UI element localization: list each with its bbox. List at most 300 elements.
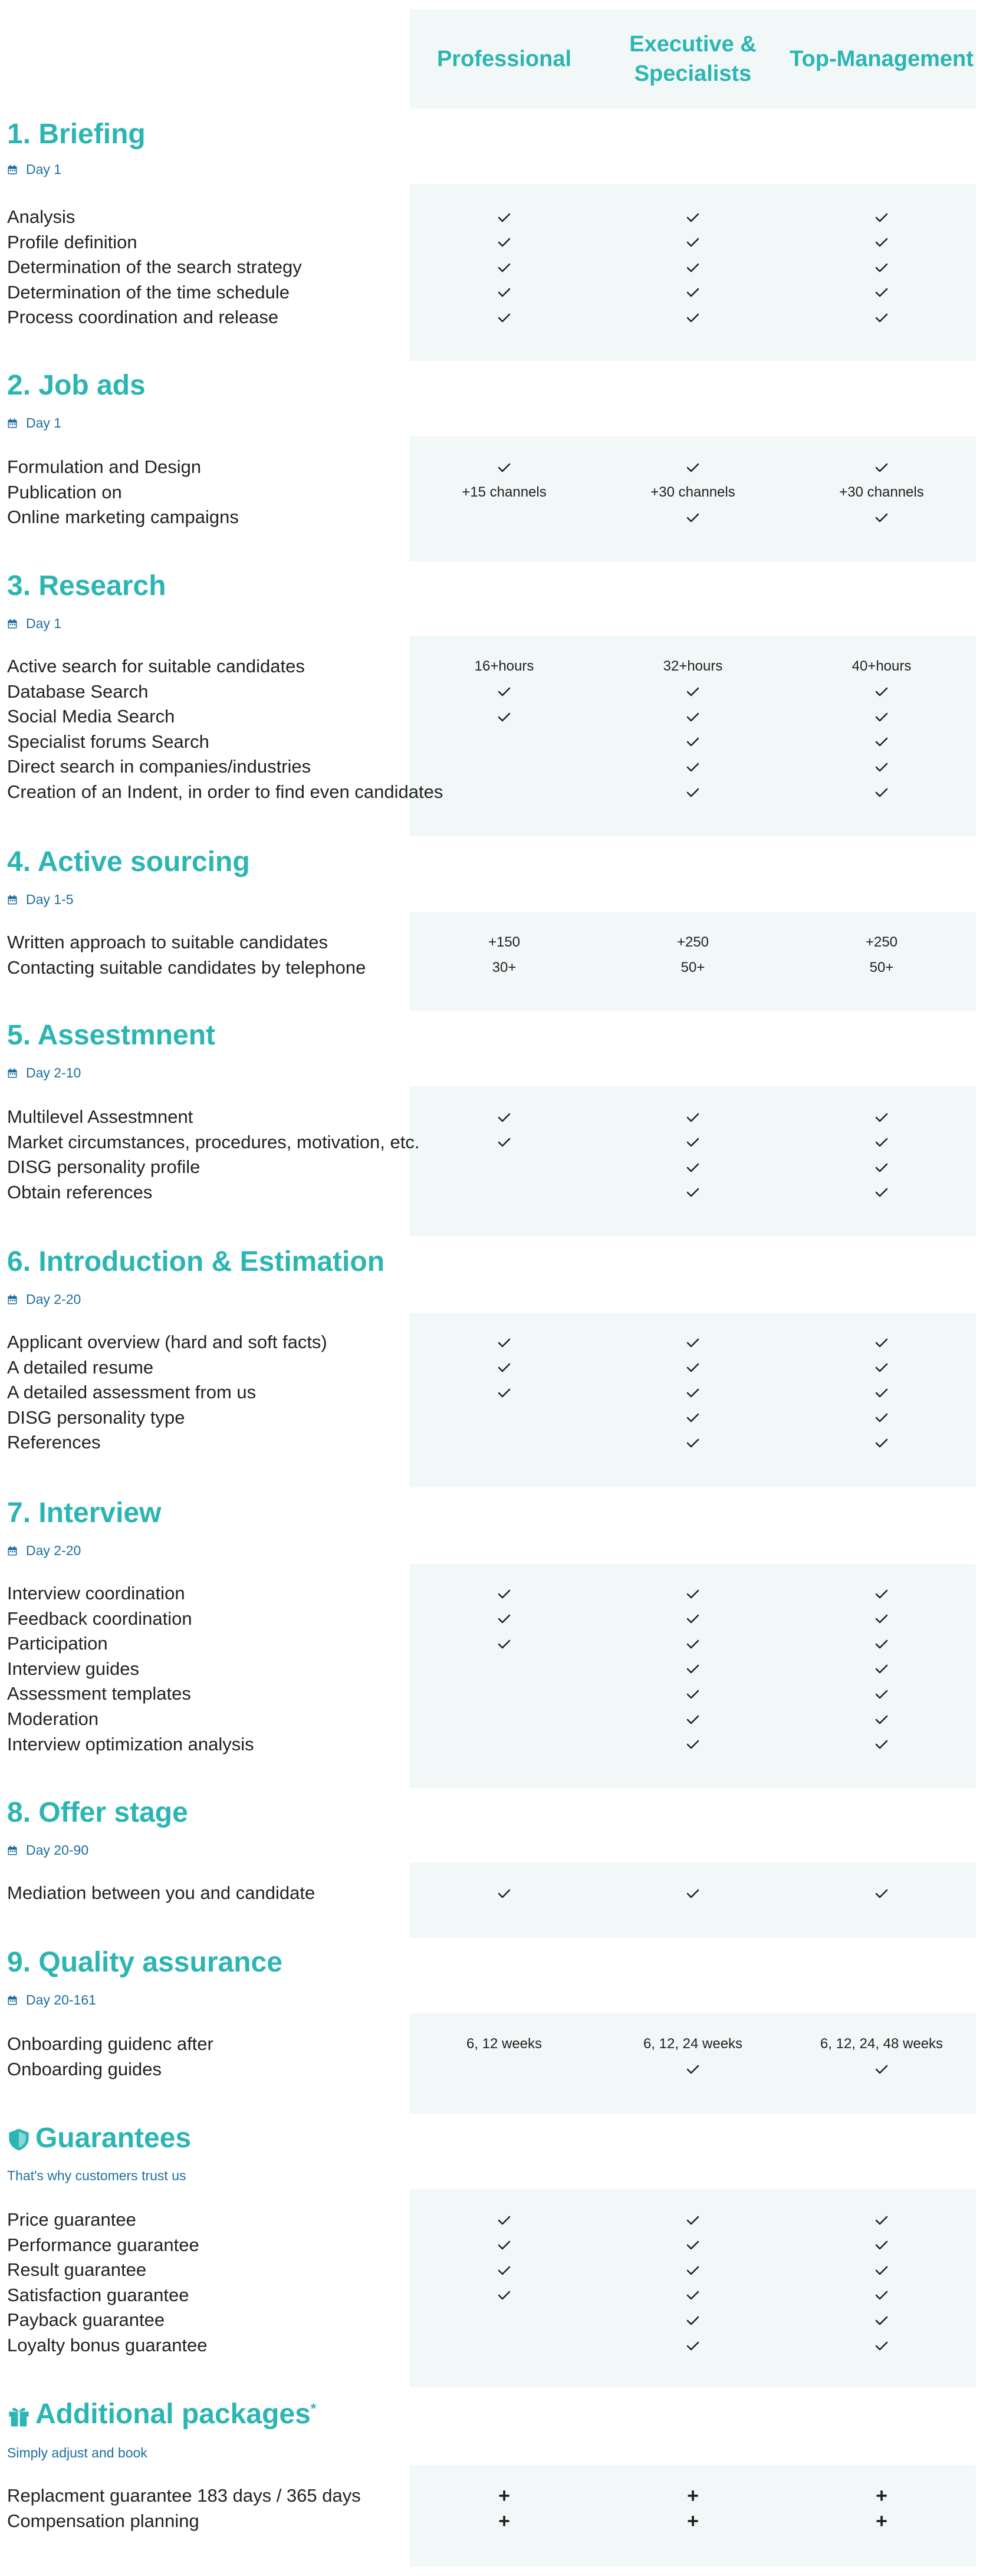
check-icon bbox=[686, 737, 699, 747]
check-icon bbox=[875, 2215, 888, 2226]
feature-cell bbox=[787, 2509, 976, 2535]
feature-cell bbox=[410, 281, 599, 304]
feature-cell bbox=[410, 2032, 599, 2056]
check-icon bbox=[686, 2290, 699, 2301]
row-label: Mediation between you and candidate bbox=[7, 1882, 315, 1903]
feature-cell bbox=[410, 1356, 599, 1379]
check-icon bbox=[875, 462, 888, 473]
row-label: A detailed resume bbox=[7, 1356, 154, 1378]
section-title bbox=[7, 1497, 161, 1529]
section-title-text: Guarantees bbox=[35, 2122, 192, 2154]
feature-cell bbox=[410, 2509, 599, 2535]
check-icon bbox=[875, 1362, 888, 1373]
row-label: Price guarantee bbox=[7, 2209, 136, 2230]
feature-cell bbox=[599, 1381, 787, 1404]
check-icon bbox=[498, 2215, 511, 2226]
check-icon bbox=[686, 2341, 699, 2351]
check-icon bbox=[875, 262, 888, 273]
section-subtitle-text: Day 1 bbox=[26, 415, 62, 431]
check-icon bbox=[686, 712, 699, 722]
feature-cell bbox=[410, 455, 599, 479]
check-icon bbox=[875, 2240, 888, 2250]
feature-cell bbox=[787, 2283, 976, 2307]
feature-cell bbox=[787, 2058, 976, 2081]
check-icon bbox=[686, 1664, 699, 1674]
plus-icon: + bbox=[876, 2509, 887, 2532]
check-icon bbox=[875, 313, 888, 323]
feature-cell bbox=[787, 1131, 976, 1154]
check-icon bbox=[875, 1639, 888, 1650]
section-title bbox=[7, 1019, 215, 1052]
feature-cell bbox=[787, 1105, 976, 1129]
calendar-icon bbox=[7, 1294, 18, 1305]
calendar-icon bbox=[7, 619, 18, 629]
check-icon bbox=[875, 1614, 888, 1624]
row-label: Database Search bbox=[7, 681, 149, 702]
section-title bbox=[7, 570, 166, 602]
row-label: Assessment templates bbox=[7, 1683, 191, 1704]
feature-cell bbox=[787, 2258, 976, 2282]
feature-cell bbox=[599, 2308, 787, 2332]
section-title-text: 7. Interview bbox=[7, 1497, 162, 1529]
feature-cell bbox=[410, 2233, 599, 2257]
check-icon bbox=[875, 512, 888, 523]
check-icon bbox=[875, 1412, 888, 1423]
feature-cell bbox=[410, 1881, 599, 1905]
check-icon bbox=[498, 262, 511, 273]
row-label: Process coordination and release bbox=[7, 307, 279, 328]
check-icon bbox=[875, 712, 888, 722]
check-icon bbox=[875, 762, 888, 773]
check-icon bbox=[686, 1112, 699, 1123]
feature-cell bbox=[787, 1607, 976, 1631]
feature-cell bbox=[599, 505, 787, 529]
section-subtitle-text: Day 2-10 bbox=[26, 1065, 81, 1080]
row-label: Onboarding guidenc after bbox=[7, 2033, 213, 2054]
check-icon bbox=[498, 712, 511, 722]
feature-cell bbox=[410, 655, 599, 678]
section-title bbox=[7, 118, 146, 150]
feature-cell bbox=[599, 1682, 787, 1706]
feature-cell bbox=[787, 231, 976, 254]
section-title-text: Additional packages bbox=[35, 2398, 311, 2430]
feature-cell bbox=[787, 1431, 976, 1454]
feature-cell bbox=[599, 680, 787, 704]
check-icon bbox=[686, 462, 699, 473]
plus-icon: + bbox=[498, 2509, 510, 2532]
row-label: Satisfaction guarantee bbox=[7, 2284, 189, 2305]
check-icon bbox=[498, 1888, 511, 1899]
feature-cell bbox=[787, 755, 976, 778]
cell-value: 30+ bbox=[492, 959, 517, 975]
check-icon bbox=[875, 2315, 888, 2326]
feature-cell bbox=[599, 2258, 787, 2282]
row-label: Online marketing campaigns bbox=[7, 507, 239, 528]
row-label: Publication on bbox=[7, 481, 122, 502]
section-subtitle bbox=[7, 1292, 81, 1307]
feature-cell bbox=[787, 2233, 976, 2257]
plus-icon: + bbox=[687, 2485, 699, 2507]
section-title-text: 1. Briefing bbox=[7, 119, 146, 150]
check-icon bbox=[875, 686, 888, 697]
feature-cell bbox=[599, 1657, 787, 1681]
calendar-icon bbox=[7, 165, 18, 175]
check-icon bbox=[686, 1888, 699, 1899]
feature-cell bbox=[599, 2032, 787, 2056]
feature-cell bbox=[787, 281, 976, 304]
feature-cell bbox=[599, 1881, 787, 1905]
section-subtitle bbox=[7, 892, 74, 908]
row-label: Feedback coordination bbox=[7, 1608, 192, 1629]
row-label: Direct search in companies/industries bbox=[7, 756, 311, 777]
check-icon bbox=[686, 1412, 699, 1423]
row-label: Participation bbox=[7, 1633, 108, 1654]
feature-cell bbox=[599, 1155, 787, 1179]
row-label: Active search for suitable candidates bbox=[7, 656, 305, 676]
cell-value: +150 bbox=[488, 934, 521, 950]
section-subtitle bbox=[7, 2168, 186, 2184]
check-icon bbox=[686, 2240, 699, 2250]
check-icon bbox=[686, 1162, 699, 1173]
feature-cell bbox=[787, 1155, 976, 1179]
feature-cell bbox=[787, 455, 976, 479]
feature-cell bbox=[787, 205, 976, 229]
feature-cell bbox=[787, 255, 976, 279]
section-subtitle bbox=[7, 616, 61, 632]
feature-cell bbox=[599, 305, 787, 329]
feature-cell bbox=[599, 1330, 787, 1354]
cell-value: 50+ bbox=[869, 959, 894, 975]
check-icon bbox=[498, 1112, 511, 1123]
row-label: Compensation planning bbox=[7, 2510, 199, 2531]
row-label: Creation of an Indent, in order to find even candidates bbox=[7, 781, 443, 802]
feature-cell bbox=[599, 481, 787, 504]
section-subtitle bbox=[7, 1992, 96, 2008]
feature-cell bbox=[410, 205, 599, 229]
section-title bbox=[7, 1946, 282, 1979]
calendar-icon bbox=[7, 418, 18, 429]
section-title-text: 2. Job ads bbox=[7, 370, 146, 401]
row-label: Loyalty bonus guarantee bbox=[7, 2335, 208, 2355]
check-icon bbox=[875, 1714, 888, 1725]
section-subtitle bbox=[7, 1543, 81, 1559]
check-icon bbox=[875, 1739, 888, 1750]
section-subtitle-text: Day 20-161 bbox=[26, 1992, 96, 2007]
section-subtitle-text: Simply adjust and book bbox=[7, 2445, 147, 2460]
section-title-text: 8. Offer stage bbox=[7, 1797, 188, 1828]
check-icon bbox=[875, 1187, 888, 1198]
check-icon bbox=[875, 1162, 888, 1173]
check-icon bbox=[498, 462, 511, 473]
feature-cell bbox=[787, 780, 976, 804]
check-icon bbox=[686, 787, 699, 798]
row-label: Obtain references bbox=[7, 1181, 153, 1202]
plus-icon: + bbox=[498, 2485, 510, 2507]
feature-cell bbox=[599, 956, 787, 980]
calendar-icon bbox=[7, 1546, 18, 1556]
check-icon bbox=[498, 1614, 511, 1624]
feature-cell bbox=[410, 1582, 599, 1605]
check-icon bbox=[875, 1137, 888, 1148]
cell-value: +30 channels bbox=[650, 484, 735, 500]
row-label: Formulation and Design bbox=[7, 456, 202, 477]
plus-icon: + bbox=[876, 2485, 887, 2507]
feature-cell bbox=[599, 1105, 787, 1129]
feature-cell bbox=[410, 255, 599, 279]
column-header-label: Professional bbox=[436, 47, 572, 71]
feature-cell bbox=[599, 1582, 787, 1605]
row-label: Payback guarantee bbox=[7, 2309, 165, 2331]
row-label: Market circumstances, procedures, motivation, etc. bbox=[7, 1131, 420, 1152]
check-icon bbox=[498, 313, 511, 323]
cell-value: 6, 12, 24, 48 weeks bbox=[820, 2036, 943, 2052]
feature-cell bbox=[410, 1131, 599, 1154]
check-icon bbox=[686, 262, 699, 273]
feature-cell bbox=[410, 1330, 599, 1354]
feature-cell bbox=[787, 1707, 976, 1731]
feature-cell bbox=[787, 1181, 976, 1204]
cell-value: 50+ bbox=[680, 959, 705, 975]
check-icon bbox=[498, 212, 511, 223]
row-label: Determination of the time schedule bbox=[7, 281, 290, 303]
section-subtitle bbox=[7, 1842, 88, 1858]
check-icon bbox=[498, 1137, 511, 1148]
check-icon bbox=[686, 1589, 699, 1599]
cell-value: 16+hours bbox=[474, 658, 534, 674]
column-header-label: Executive & Specialists bbox=[629, 32, 757, 86]
feature-cell bbox=[787, 931, 976, 954]
check-icon bbox=[686, 1362, 699, 1373]
feature-cell bbox=[599, 2334, 787, 2357]
cell-value: 6, 12 weeks bbox=[466, 2036, 543, 2052]
feature-cell bbox=[599, 1406, 787, 1430]
feature-cell bbox=[410, 1607, 599, 1631]
feature-cell bbox=[599, 255, 787, 279]
section-subtitle-text: That's why customers trust us bbox=[7, 2168, 186, 2183]
calendar-icon bbox=[7, 1068, 18, 1079]
section-subtitle-text: Day 1-5 bbox=[26, 892, 74, 907]
check-icon bbox=[686, 1639, 699, 1650]
check-icon bbox=[875, 1888, 888, 1899]
check-icon bbox=[498, 1338, 511, 1348]
feature-cell bbox=[599, 1431, 787, 1454]
row-label: Written approach to suitable candidates bbox=[7, 932, 328, 952]
row-label: Replacment guarantee 183 days / 365 days bbox=[7, 2485, 361, 2506]
section-title bbox=[7, 1246, 384, 1278]
feature-cell bbox=[410, 1632, 599, 1655]
cell-value: +250 bbox=[676, 934, 709, 950]
feature-cell bbox=[787, 1582, 976, 1605]
check-icon bbox=[875, 2064, 888, 2075]
feature-cell bbox=[599, 1733, 787, 1756]
section-subtitle-text: Day 20-90 bbox=[26, 1842, 89, 1858]
feature-cell bbox=[599, 1707, 787, 1731]
plus-icon: + bbox=[687, 2509, 699, 2532]
feature-cell bbox=[599, 281, 787, 304]
section-title-text: 4. Active sourcing bbox=[7, 846, 250, 878]
feature-cell bbox=[599, 205, 787, 229]
row-label: References bbox=[7, 1432, 101, 1453]
feature-cell bbox=[787, 680, 976, 704]
feature-cell bbox=[787, 956, 976, 980]
calendar-icon bbox=[7, 895, 18, 905]
feature-cell bbox=[599, 1632, 787, 1655]
check-icon bbox=[686, 762, 699, 773]
shield-icon bbox=[7, 2128, 31, 2151]
row-label: Social Media Search bbox=[7, 706, 175, 727]
column-header-1 bbox=[599, 9, 787, 109]
feature-cell bbox=[787, 1682, 976, 1706]
feature-cell bbox=[410, 481, 599, 504]
check-icon bbox=[686, 212, 699, 223]
check-icon bbox=[498, 1362, 511, 1373]
calendar-icon bbox=[7, 1845, 18, 1856]
section-title-text: 3. Research bbox=[7, 570, 166, 602]
feature-cell bbox=[787, 1356, 976, 1379]
feature-cell bbox=[599, 1607, 787, 1631]
check-icon bbox=[498, 2265, 511, 2276]
check-icon bbox=[498, 1388, 511, 1398]
feature-cell bbox=[599, 231, 787, 254]
section-title bbox=[7, 2122, 191, 2154]
feature-cell bbox=[787, 2308, 976, 2332]
cell-value: +30 channels bbox=[839, 484, 924, 500]
check-icon bbox=[875, 2290, 888, 2301]
column-header-label: Top-Management bbox=[790, 47, 974, 71]
check-icon bbox=[875, 287, 888, 298]
check-icon bbox=[686, 1388, 699, 1398]
section-title-text: 6. Introduction & Estimation bbox=[7, 1246, 385, 1277]
check-icon bbox=[875, 2265, 888, 2276]
row-label: DISG personality type bbox=[7, 1407, 185, 1428]
check-icon bbox=[498, 1639, 511, 1650]
section-title bbox=[7, 846, 250, 878]
cell-value: 40+hours bbox=[852, 658, 912, 674]
feature-cell bbox=[599, 1181, 787, 1204]
check-icon bbox=[875, 1664, 888, 1674]
feature-cell bbox=[410, 1381, 599, 1404]
feature-cell bbox=[599, 655, 787, 678]
feature-cell bbox=[787, 705, 976, 728]
check-icon bbox=[875, 1689, 888, 1700]
feature-cell bbox=[787, 655, 976, 678]
feature-cell bbox=[787, 481, 976, 504]
check-icon bbox=[875, 1338, 888, 1348]
feature-cell bbox=[787, 305, 976, 329]
check-icon bbox=[686, 2315, 699, 2326]
row-label: Result guarantee bbox=[7, 2259, 147, 2281]
check-icon bbox=[498, 287, 511, 298]
check-icon bbox=[498, 237, 511, 248]
row-label: Interview coordination bbox=[7, 1583, 185, 1604]
check-icon bbox=[875, 737, 888, 747]
feature-cell bbox=[599, 730, 787, 754]
row-label: Performance guarantee bbox=[7, 2234, 199, 2255]
feature-cell bbox=[787, 1733, 976, 1756]
feature-cell bbox=[787, 1406, 976, 1430]
feature-cell bbox=[787, 2032, 976, 2056]
feature-cell bbox=[599, 705, 787, 728]
check-icon bbox=[686, 1614, 699, 1624]
feature-cell bbox=[787, 730, 976, 754]
column-header-2 bbox=[787, 9, 976, 109]
section-subtitle bbox=[7, 2445, 147, 2461]
feature-cell bbox=[410, 680, 599, 704]
feature-cell bbox=[599, 1356, 787, 1379]
feature-cell bbox=[599, 2058, 787, 2081]
row-label: Moderation bbox=[7, 1708, 99, 1729]
feature-cell bbox=[787, 2484, 976, 2510]
check-icon bbox=[686, 2265, 699, 2276]
feature-cell bbox=[410, 931, 599, 954]
section-title-text: 9. Quality assurance bbox=[7, 1947, 282, 1978]
check-icon bbox=[875, 237, 888, 248]
feature-cell bbox=[599, 755, 787, 778]
check-icon bbox=[498, 2240, 511, 2250]
feature-cell bbox=[787, 2208, 976, 2232]
section-subtitle-text: Day 1 bbox=[26, 162, 62, 177]
feature-cell bbox=[599, 2233, 787, 2257]
row-label: DISG personality profile bbox=[7, 1156, 200, 1178]
feature-cell bbox=[599, 931, 787, 954]
feature-cell bbox=[599, 2509, 787, 2535]
feature-cell bbox=[599, 1131, 787, 1154]
feature-cell bbox=[599, 2283, 787, 2307]
row-label: Interview guides bbox=[7, 1658, 140, 1679]
check-icon bbox=[686, 1187, 699, 1198]
check-icon bbox=[686, 686, 699, 697]
feature-cell bbox=[410, 2208, 599, 2232]
check-icon bbox=[686, 1714, 699, 1725]
check-icon bbox=[498, 2290, 511, 2301]
section-subtitle-text: Day 2-20 bbox=[26, 1292, 81, 1307]
feature-cell bbox=[410, 305, 599, 329]
feature-cell bbox=[410, 2283, 599, 2307]
feature-cell bbox=[787, 1330, 976, 1354]
check-icon bbox=[498, 1589, 511, 1599]
feature-cell bbox=[410, 1105, 599, 1129]
row-label: Analysis bbox=[7, 206, 75, 227]
feature-cell bbox=[787, 1381, 976, 1404]
check-icon bbox=[686, 313, 699, 323]
check-icon bbox=[686, 1137, 699, 1148]
check-icon bbox=[875, 787, 888, 798]
check-icon bbox=[498, 686, 511, 697]
row-label: Contacting suitable candidates by telephone bbox=[7, 957, 366, 978]
section-title-text: 5. Assestmnent bbox=[7, 1020, 216, 1051]
column-header-0 bbox=[410, 9, 599, 109]
column-panel bbox=[410, 2013, 599, 2114]
check-icon bbox=[875, 2341, 888, 2351]
row-label: Multilevel Assestmnent bbox=[7, 1106, 193, 1127]
gift-icon bbox=[7, 2404, 31, 2427]
check-icon bbox=[875, 1112, 888, 1123]
check-icon bbox=[686, 287, 699, 298]
check-icon bbox=[686, 1338, 699, 1348]
section-title bbox=[7, 369, 146, 402]
row-label: Onboarding guides bbox=[7, 2058, 162, 2079]
feature-cell bbox=[599, 455, 787, 479]
row-label: Applicant overview (hard and soft facts) bbox=[7, 1332, 327, 1352]
row-label: A detailed assessment from us bbox=[7, 1382, 257, 1403]
cell-value: +15 channels bbox=[462, 484, 547, 500]
cell-value: +250 bbox=[865, 934, 898, 950]
section-subtitle bbox=[7, 162, 61, 178]
check-icon bbox=[686, 1739, 699, 1750]
section-title bbox=[7, 2398, 316, 2430]
section-subtitle-text: Day 1 bbox=[26, 616, 62, 631]
feature-cell bbox=[787, 1657, 976, 1681]
